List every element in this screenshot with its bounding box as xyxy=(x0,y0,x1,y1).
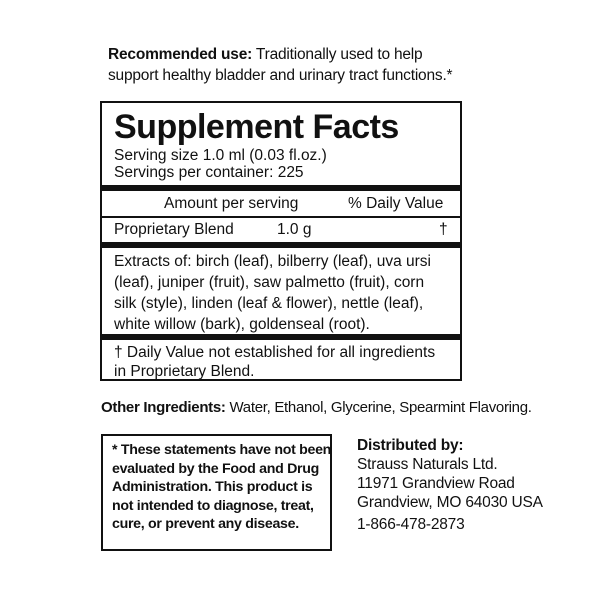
column-header-daily-value: % Daily Value xyxy=(348,195,444,212)
fda-disclaimer-box xyxy=(101,434,332,551)
distributor-phone: 1-866-478-2873 xyxy=(357,516,465,533)
other-ingredients-label: Other Ingredients: xyxy=(101,399,226,416)
proprietary-blend-amount: 1.0 g xyxy=(277,221,312,238)
distributor-label: Distributed by: xyxy=(357,437,464,454)
extracts-line: white willow (bark), goldenseal (root). xyxy=(114,316,370,333)
proprietary-blend-name: Proprietary Blend xyxy=(114,221,234,238)
supplement-facts-title: Supplement Facts xyxy=(114,108,399,146)
extracts-list xyxy=(114,251,454,335)
recommended-use xyxy=(108,44,508,86)
serving-info xyxy=(114,147,327,181)
distributor-address-1: 11971 Grandview Road xyxy=(357,475,515,492)
thick-divider xyxy=(102,185,460,191)
extracts-line: silk (style), linden (leaf & flower), nettle (leaf), xyxy=(114,295,424,312)
thick-divider-3 xyxy=(102,334,460,340)
fda-line: Administration. This product is xyxy=(112,479,313,495)
distributor-info xyxy=(357,436,577,534)
header-divider xyxy=(102,216,460,218)
extracts-line: Extracts of: birch (leaf), bilberry (leaf), uva ursi xyxy=(114,253,431,270)
extracts-line: (leaf), juniper (fruit), saw palmetto (fruit), corn xyxy=(114,274,425,291)
fda-line: * These statements have not been xyxy=(112,442,332,458)
distributor-address-2: Grandview, MO 64030 USA xyxy=(357,494,543,511)
thick-divider-2 xyxy=(102,242,460,248)
other-ingredients xyxy=(101,398,561,418)
footnote-line: in Proprietary Blend. xyxy=(114,363,255,380)
recommended-use-text-1: Traditionally used to help xyxy=(252,46,423,63)
recommended-use-label: Recommended use: xyxy=(108,46,253,63)
footnote-line: † Daily Value not established for all ingredients xyxy=(114,344,436,361)
column-header-amount: Amount per serving xyxy=(164,195,299,212)
serving-size: Serving size 1.0 ml (0.03 fl.oz.) xyxy=(114,147,327,164)
servings-per-container: Servings per container: 225 xyxy=(114,164,304,181)
fda-line: evaluated by the Food and Drug xyxy=(112,460,319,477)
supplement-facts-panel xyxy=(100,101,462,381)
fda-line: not intended to diagnose, treat, xyxy=(112,497,314,514)
distributor-name: Strauss Naturals Ltd. xyxy=(357,456,498,473)
recommended-use-text-2: support healthy bladder and urinary tract functions.* xyxy=(108,67,453,84)
daily-value-footnote xyxy=(114,343,459,381)
proprietary-blend-daily-value: † xyxy=(439,221,448,238)
fda-line: cure, or prevent any disease. xyxy=(112,516,299,532)
other-ingredients-text: Water, Ethanol, Glycerine, Spearmint Flavoring. xyxy=(225,399,532,416)
